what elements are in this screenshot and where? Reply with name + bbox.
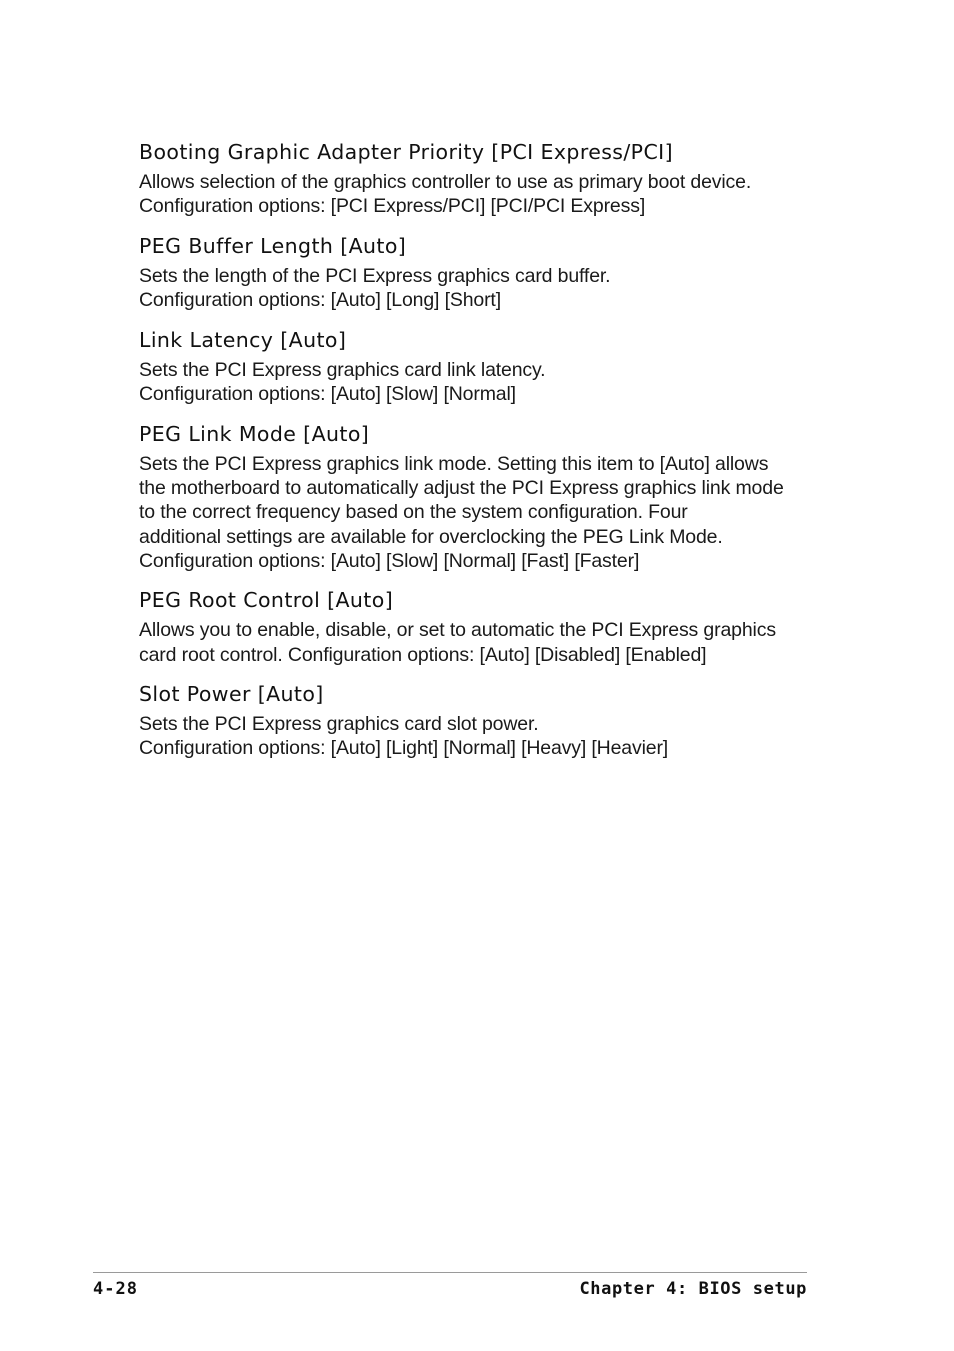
description-line: Configuration options: [Auto] [Long] [Short] (139, 288, 501, 311)
description-line: additional settings are available for overclocking the PEG Link Mode. (139, 525, 723, 548)
section-heading: PEG Root Control [Auto] (139, 588, 394, 613)
section-link-latency (139, 326, 829, 407)
section-heading: Link Latency [Auto] (139, 328, 347, 353)
description-line: Allows you to enable, disable, or set to automatic the PCI Express graphics (139, 619, 776, 642)
description-line: Configuration options: [Auto] [Slow] [Normal] (139, 383, 516, 406)
footer-page-number: 4-28 (93, 1279, 138, 1299)
section-description (139, 712, 829, 761)
description-line: Sets the length of the PCI Express graphics card buffer. (139, 264, 611, 287)
section-description (139, 618, 829, 667)
section-heading: PEG Link Mode [Auto] (139, 421, 370, 446)
page-content (139, 138, 829, 760)
footer-divider (93, 1272, 807, 1273)
description-line: card root control. Configuration options: [Auto] [Disabled] [Enabled] (139, 643, 707, 666)
description-line: Configuration options: [Auto] [Slow] [Normal] [Fast] [Faster] (139, 549, 640, 572)
description-line: Sets the PCI Express graphics card slot power. (139, 712, 539, 735)
section-description (139, 264, 829, 313)
section-peg-link-mode (139, 420, 829, 573)
section-peg-buffer-length (139, 232, 829, 313)
section-description (139, 358, 829, 407)
description-line: Configuration options: [Auto] [Light] [Normal] [Heavy] [Heavier] (139, 737, 669, 760)
section-heading: Booting Graphic Adapter Priority [PCI Express/PCI] (139, 140, 674, 164)
section-heading: Slot Power [Auto] (139, 681, 324, 706)
section-description (139, 170, 829, 219)
description-line: Sets the PCI Express graphics card link latency. (139, 359, 546, 382)
section-peg-root-control (139, 586, 829, 667)
description-line: to the correct frequency based on the system configuration. Four (139, 501, 688, 524)
section-description (139, 452, 829, 573)
description-line: the motherboard to automatically adjust the PCI Express graphics link mode (139, 477, 784, 500)
section-heading: PEG Buffer Length [Auto] (139, 233, 407, 258)
section-booting-graphic-adapter-priority (139, 138, 829, 219)
description-line: Sets the PCI Express graphics link mode. Setting this item to [Auto] allows (139, 452, 769, 475)
description-line: Configuration options: [PCI Express/PCI] [PCI/PCI Express] (139, 195, 646, 218)
section-slot-power (139, 680, 829, 761)
description-line: Allows selection of the graphics controller to use as primary boot device. (139, 171, 752, 193)
footer-chapter-title: Chapter 4: BIOS setup (579, 1279, 807, 1299)
